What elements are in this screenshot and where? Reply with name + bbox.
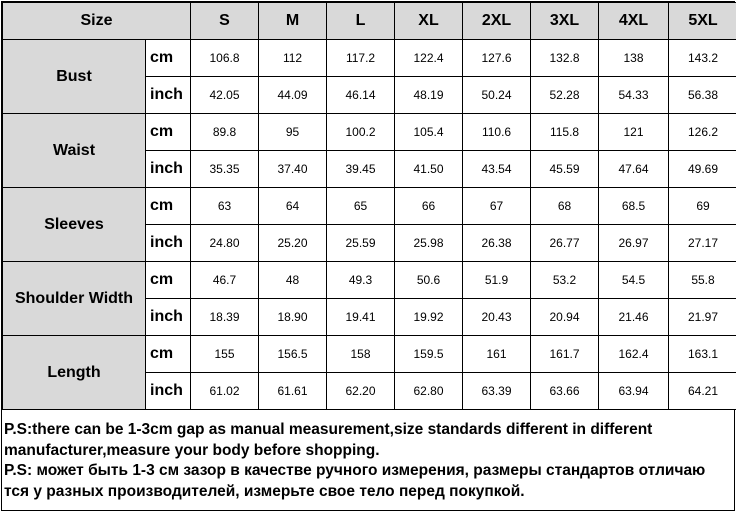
unit-label-inch: inch — [146, 77, 191, 114]
table-cell: 127.6 — [463, 40, 531, 77]
size-col-header: 4XL — [599, 3, 669, 40]
table-cell: 162.4 — [599, 336, 669, 373]
size-col-header: 5XL — [669, 3, 736, 40]
unit-label-inch: inch — [146, 151, 191, 188]
table-cell: 41.50 — [395, 151, 463, 188]
note-russian-line-1: P.S: может быть 1-3 см зазор в качестве ручного измерения, размеры стандартов отличаю — [4, 462, 706, 479]
table-cell: 65 — [327, 188, 395, 225]
table-cell: 68.5 — [599, 188, 669, 225]
unit-label-cm: cm — [146, 262, 191, 299]
table-cell: 39.45 — [327, 151, 395, 188]
table-cell: 54.5 — [599, 262, 669, 299]
table-cell: 163.1 — [669, 336, 736, 373]
size-col-header: S — [191, 3, 259, 40]
measurement-row-cm — [3, 114, 736, 151]
table-cell: 25.98 — [395, 225, 463, 262]
table-cell: 132.8 — [531, 40, 599, 77]
table-cell: 26.97 — [599, 225, 669, 262]
table-cell: 63.39 — [463, 373, 531, 410]
table-cell: 122.4 — [395, 40, 463, 77]
table-cell: 64 — [259, 188, 327, 225]
measurement-label: Length — [3, 336, 146, 410]
unit-label-inch: inch — [146, 299, 191, 336]
table-cell: 56.38 — [669, 77, 736, 114]
table-cell: 42.05 — [191, 77, 259, 114]
unit-label-inch: inch — [146, 373, 191, 410]
table-cell: 18.39 — [191, 299, 259, 336]
size-col-header: XL — [395, 3, 463, 40]
table-cell: 47.64 — [599, 151, 669, 188]
table-cell: 155 — [191, 336, 259, 373]
table-cell: 24.80 — [191, 225, 259, 262]
unit-label-cm: cm — [146, 188, 191, 225]
table-cell: 25.59 — [327, 225, 395, 262]
table-cell: 46.7 — [191, 262, 259, 299]
table-cell: 89.8 — [191, 114, 259, 151]
table-cell: 19.41 — [327, 299, 395, 336]
table-cell: 63.66 — [531, 373, 599, 410]
table-cell: 67 — [463, 188, 531, 225]
note-russian-line-2: тся у разных производителей, измерьте свое тело перед покупкой. — [4, 482, 525, 500]
table-cell: 156.5 — [259, 336, 327, 373]
table-cell: 27.17 — [669, 225, 736, 262]
table-cell: 143.2 — [669, 40, 736, 77]
table-cell: 117.2 — [327, 40, 395, 77]
table-cell: 66 — [395, 188, 463, 225]
table-cell: 25.20 — [259, 225, 327, 262]
size-col-header: 3XL — [531, 3, 599, 40]
table-cell: 43.54 — [463, 151, 531, 188]
note-english-line-2: manufacturer,measure your body before shopping. — [4, 441, 380, 459]
table-cell: 69 — [669, 188, 736, 225]
notes — [2, 410, 734, 502]
table-cell: 62.80 — [395, 373, 463, 410]
table-cell: 100.2 — [327, 114, 395, 151]
table-cell: 45.59 — [531, 151, 599, 188]
table-cell: 61.61 — [259, 373, 327, 410]
size-col-header: 2XL — [463, 3, 531, 40]
size-table-body — [3, 3, 736, 410]
table-cell: 50.6 — [395, 262, 463, 299]
measurement-label: Sleeves — [3, 188, 146, 262]
table-cell: 37.40 — [259, 151, 327, 188]
measurement-label: Shoulder Width — [3, 262, 146, 336]
measurement-row-cm — [3, 188, 736, 225]
table-cell: 110.6 — [463, 114, 531, 151]
unit-label-cm: cm — [146, 40, 191, 77]
table-cell: 121 — [599, 114, 669, 151]
table-cell: 161 — [463, 336, 531, 373]
table-cell: 46.14 — [327, 77, 395, 114]
table-cell: 138 — [599, 40, 669, 77]
measurement-label: Bust — [3, 40, 146, 114]
table-cell: 50.24 — [463, 77, 531, 114]
size-header-cell: Size — [3, 3, 191, 40]
table-cell: 26.38 — [463, 225, 531, 262]
table-cell: 48.19 — [395, 77, 463, 114]
table-cell: 161.7 — [531, 336, 599, 373]
size-chart — [1, 1, 735, 511]
unit-label-cm: cm — [146, 114, 191, 151]
table-cell: 63 — [191, 188, 259, 225]
table-cell: 106.8 — [191, 40, 259, 77]
table-cell: 68 — [531, 188, 599, 225]
table-cell: 48 — [259, 262, 327, 299]
measurement-row-cm — [3, 262, 736, 299]
table-cell: 21.97 — [669, 299, 736, 336]
unit-label-inch: inch — [146, 225, 191, 262]
size-col-header: M — [259, 3, 327, 40]
table-cell: 26.77 — [531, 225, 599, 262]
table-cell: 51.9 — [463, 262, 531, 299]
unit-label-cm: cm — [146, 336, 191, 373]
table-cell: 112 — [259, 40, 327, 77]
table-cell: 49.3 — [327, 262, 395, 299]
table-cell: 55.8 — [669, 262, 736, 299]
size-col-header: L — [327, 3, 395, 40]
measurement-row-cm — [3, 40, 736, 77]
header-row — [3, 3, 736, 40]
table-cell: 63.94 — [599, 373, 669, 410]
table-cell: 21.46 — [599, 299, 669, 336]
table-cell: 158 — [327, 336, 395, 373]
table-cell: 52.28 — [531, 77, 599, 114]
table-cell: 54.33 — [599, 77, 669, 114]
table-cell: 126.2 — [669, 114, 736, 151]
table-cell: 20.43 — [463, 299, 531, 336]
table-cell: 95 — [259, 114, 327, 151]
table-cell: 64.21 — [669, 373, 736, 410]
table-cell: 159.5 — [395, 336, 463, 373]
table-cell: 53.2 — [531, 262, 599, 299]
table-cell: 20.94 — [531, 299, 599, 336]
note-english-line-1: P.S:there can be 1-3cm gap as manual measurement,size standards different in different — [4, 421, 653, 438]
table-cell: 62.20 — [327, 373, 395, 410]
table-cell: 35.35 — [191, 151, 259, 188]
table-cell: 19.92 — [395, 299, 463, 336]
measurement-label: Waist — [3, 114, 146, 188]
table-cell: 49.69 — [669, 151, 736, 188]
table-cell: 115.8 — [531, 114, 599, 151]
measurement-row-cm — [3, 336, 736, 373]
size-table — [2, 2, 736, 410]
table-cell: 61.02 — [191, 373, 259, 410]
table-cell: 105.4 — [395, 114, 463, 151]
table-cell: 18.90 — [259, 299, 327, 336]
table-cell: 44.09 — [259, 77, 327, 114]
